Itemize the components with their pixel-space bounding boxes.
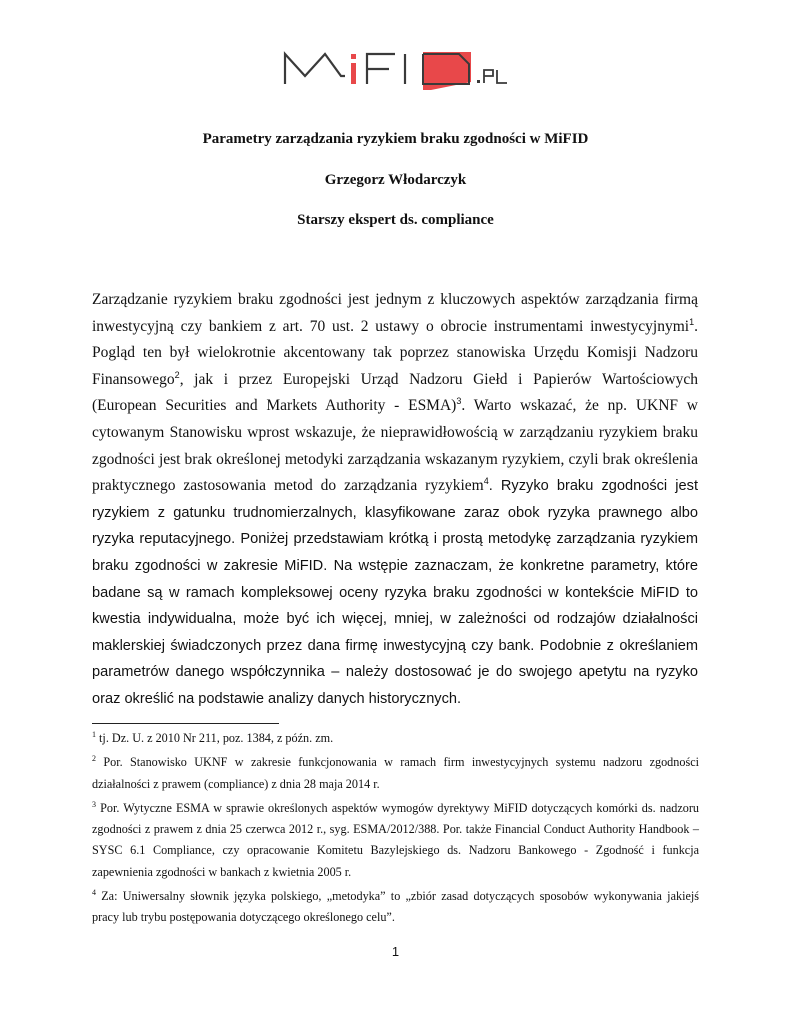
footnote-number: 3 <box>92 799 96 809</box>
footnote-ref-1[interactable]: 1 <box>689 316 695 327</box>
footnote-ref-4[interactable]: 4 <box>483 476 489 487</box>
body-text-5: . Ryzyko braku zgodności jest ryzykiem z gatunku trudnomierzalnych, klasyfikowane zaraz obok ryzyka prawnego albo ryzyka reputacyjnego. Poniżej przedstawiam krótką i prostą metodykę zarządzania ryzykiem braku zgodności w zakresie MiFID. Na wstępie zaznaczam, że konkretne parametry, które badane są w ramach kompleksowej oceny ryzyka braku zgodności w kontekście MiFID to kwestia indywidualna, może być ich więcej, mniej, w zależności od rodzajów działalności maklerskiej świadczonych przez dana firmę inwestycyjną czy bank. Podobnie z określaniem parametrów danego współczynnika – należy dostosować je do swojego apetytu na ryzyko oraz określić na podstawie analizy danych historycznych. <box>92 478 699 707</box>
footnote-3 <box>92 798 699 883</box>
body-text-1: Zarządzanie ryzykiem braku zgodności jest jednym z kluczowych aspektów zarządzania firmą inwestycyjną czy bankiem z art. 70 ust. 2 ustawy o obrocie instrumentami inwestycyjnymi <box>92 291 698 335</box>
mifid-logo <box>283 46 513 92</box>
body-text-2: . Pogląd ten był wielokrotnie akcentowany tak poprzez stanowiska Urzędu Komisji Nadzoru Finansowego <box>92 317 698 388</box>
footnote-ref-2[interactable]: 2 <box>174 369 180 380</box>
footnote-ref-3[interactable]: 3 <box>456 396 462 407</box>
document-title: Parametry zarządzania ryzykiem braku zgodności w MiFID <box>202 131 589 147</box>
body-text-3: , jak i przez Europejski Urząd Nadzoru Giełd i Papierów Wartościowych (European Securities and Markets Authority - ESMA) <box>92 370 698 415</box>
page-number: 1 <box>391 944 400 959</box>
footnote-2 <box>92 752 699 795</box>
footnote-1 <box>92 728 699 749</box>
footnote-text: Za: Uniwersalny słownik języka polskiego, „metodyka” to „zbiór zasad dotyczących sposobów wykonywania jakiejś pracy lub trybu postępowania dotyczącego określonego celu”. <box>92 889 699 925</box>
footnote-text: Por. Wytyczne ESMA w sprawie określonych aspektów wymogów dyrektywy MiFID dotyczących komórki ds. nadzoru zgodności z prawem z dnia 25 czerwca 2012 r., syg. ESMA/2012/388. Por. także Financial Conduct Authority Handbook – SYSC 6.1 Compliance, czy opracowanie Komitetu Bazylejskiego ds. Nadzoru Bankowego - Zgodność i funkcja zapewnienia zgodności w bankach z kwietnia 2005 r. <box>92 800 699 879</box>
footnote-separator <box>92 723 279 724</box>
footnote-number: 1 <box>92 729 96 739</box>
body-text-4: . Warto wskazać, że np. UKNF w cytowanym Stanowisku wprost wskazuje, że nieprawidłowością w zarządzaniu ryzykiem braku zgodności jest brak określonej metodyki zarządzania wskazanym ryzykiem, czyli brak określenia praktycznego zastosowania metod do zarządzania ryzykiem <box>92 397 698 495</box>
footnote-text: Por. Stanowisko UKNF w zakresie funkcjonowania w ramach firm inwestycyjnych systemu nadzoru zgodności działalności z prawem (compliance) z dnia 28 maja 2014 r. <box>92 755 699 791</box>
footnote-4 <box>92 886 699 929</box>
footnote-number: 2 <box>92 754 96 764</box>
footnote-number: 4 <box>92 888 96 898</box>
author-role: Starszy ekspert ds. compliance <box>297 212 494 228</box>
footnote-text: tj. Dz. U. z 2010 Nr 211, poz. 1384, z późn. zm. <box>96 731 334 745</box>
footnotes <box>92 728 699 929</box>
author-name: Grzegorz Włodarczyk <box>324 172 467 188</box>
body-paragraph <box>92 287 698 713</box>
